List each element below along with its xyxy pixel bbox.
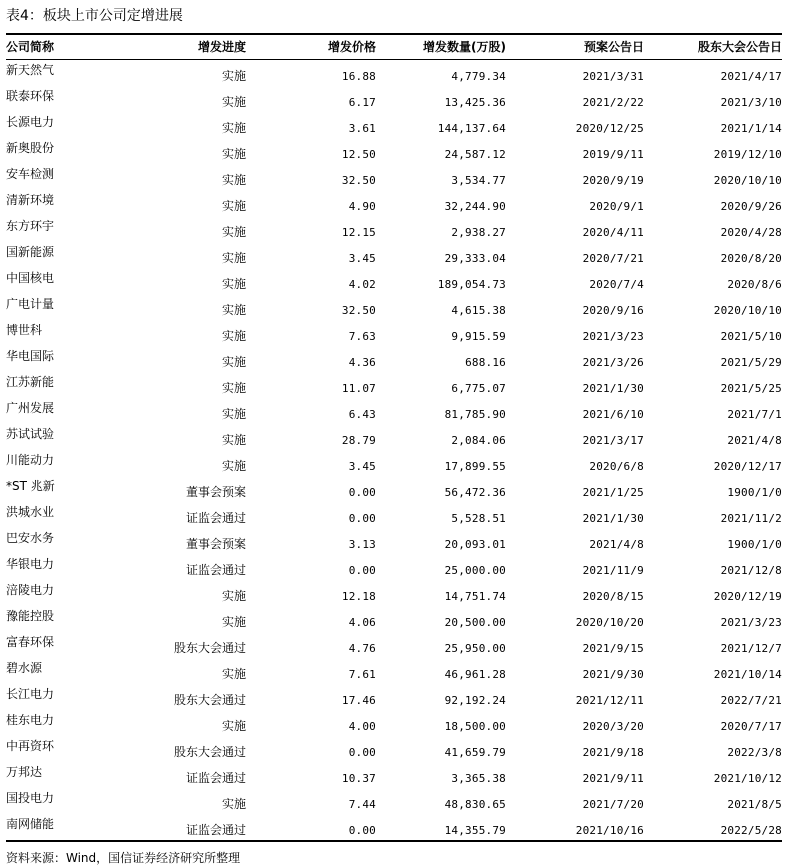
meeting-date-cell: 2021/12/8 [720, 564, 782, 577]
plan-date-cell: 2021/11/9 [582, 564, 644, 577]
plan-date-cell: 2021/2/22 [582, 96, 644, 109]
quantity-cell: 2,084.06 [451, 434, 506, 447]
table-row [6, 450, 782, 476]
table-row [6, 476, 782, 502]
quantity-cell: 41,659.79 [444, 746, 506, 759]
price-cell: 0.00 [348, 824, 376, 837]
quantity-cell: 18,500.00 [444, 720, 506, 733]
meeting-date-cell: 2021/11/2 [720, 512, 782, 525]
company-name-cell: 华电国际 [6, 349, 55, 363]
progress-cell: 股东大会通过 [173, 693, 246, 707]
quantity-cell: 56,472.36 [444, 486, 506, 499]
quantity-cell: 189,054.73 [437, 278, 506, 291]
table-row [6, 502, 782, 528]
quantity-cell: 9,915.59 [451, 330, 506, 343]
price-cell: 7.63 [348, 330, 376, 343]
progress-cell: 实施 [221, 277, 246, 291]
table-row [6, 216, 782, 242]
quantity-cell: 25,000.00 [444, 564, 506, 577]
plan-date-cell: 2021/7/20 [582, 798, 644, 811]
meeting-date-cell: 2021/3/23 [720, 616, 782, 629]
table-row [6, 554, 782, 580]
document [6, 0, 782, 868]
progress-cell: 董事会预案 [185, 537, 246, 551]
quantity-cell: 92,192.24 [444, 694, 506, 707]
meeting-date-cell: 2019/12/10 [713, 148, 782, 161]
company-name-cell: 碧水源 [6, 661, 43, 675]
progress-cell: 实施 [221, 433, 246, 447]
meeting-date-cell: 2021/7/1 [727, 408, 782, 421]
company-name-cell: 新奥股份 [6, 141, 55, 155]
meeting-date-cell: 2021/8/5 [727, 798, 782, 811]
quantity-cell: 3,534.77 [451, 174, 506, 187]
progress-cell: 股东大会通过 [173, 641, 246, 655]
progress-cell: 实施 [221, 381, 246, 395]
header-plan-date: 预案公告日 [583, 39, 644, 54]
plan-date-cell: 2021/9/15 [582, 642, 644, 655]
company-name-cell: 苏试试验 [6, 427, 55, 441]
progress-cell: 实施 [221, 173, 246, 187]
price-cell: 3.45 [348, 252, 376, 265]
meeting-date-cell: 2021/10/14 [713, 668, 782, 681]
quantity-cell: 32,244.90 [444, 200, 506, 213]
progress-cell: 实施 [221, 303, 246, 317]
quantity-cell: 6,775.07 [451, 382, 506, 395]
price-cell: 32.50 [341, 174, 376, 187]
company-name-cell: 华银电力 [6, 557, 55, 571]
price-cell: 6.43 [348, 408, 376, 421]
meeting-date-cell: 2020/4/28 [720, 226, 782, 239]
price-cell: 32.50 [341, 304, 376, 317]
company-name-cell: 江苏新能 [6, 375, 55, 389]
meeting-date-cell: 2020/12/17 [713, 460, 782, 473]
quantity-cell: 46,961.28 [444, 668, 506, 681]
price-cell: 4.76 [348, 642, 376, 655]
quantity-cell: 48,830.65 [444, 798, 506, 811]
company-name-cell: 中再资环 [6, 739, 55, 753]
quantity-cell: 14,355.79 [444, 824, 506, 837]
meeting-date-cell: 2022/7/21 [720, 694, 782, 707]
price-cell: 7.61 [348, 668, 376, 681]
header-company: 公司简称 [6, 39, 55, 54]
meeting-date-cell: 2020/12/19 [713, 590, 782, 603]
quantity-cell: 20,093.01 [444, 538, 506, 551]
price-cell: 6.17 [348, 96, 376, 109]
table-row [6, 320, 782, 346]
plan-date-cell: 2021/3/23 [582, 330, 644, 343]
quantity-cell: 24,587.12 [444, 148, 506, 161]
table-row [6, 606, 782, 632]
progress-cell: 证监会通过 [185, 823, 246, 837]
table-row [6, 632, 782, 658]
plan-date-cell: 2020/4/11 [582, 226, 644, 239]
price-cell: 12.50 [341, 148, 376, 161]
meeting-date-cell: 2020/8/20 [720, 252, 782, 265]
quantity-cell: 4,779.34 [451, 70, 506, 83]
meeting-date-cell: 2021/10/12 [713, 772, 782, 785]
table-row [6, 710, 782, 736]
table-row [6, 528, 782, 554]
progress-cell: 实施 [221, 667, 246, 681]
progress-cell: 证监会通过 [185, 511, 246, 525]
company-name-cell: 豫能控股 [6, 609, 55, 623]
progress-cell: 实施 [221, 797, 246, 811]
progress-cell: 实施 [221, 719, 246, 733]
price-cell: 4.02 [348, 278, 376, 291]
meeting-date-cell: 2020/9/26 [720, 200, 782, 213]
plan-date-cell: 2021/1/30 [582, 382, 644, 395]
company-name-cell: 国投电力 [6, 791, 55, 805]
plan-date-cell: 2021/3/26 [582, 356, 644, 369]
table-row [6, 268, 782, 294]
table-row [6, 684, 782, 710]
price-cell: 17.46 [341, 694, 376, 707]
plan-date-cell: 2020/3/20 [582, 720, 644, 733]
quantity-cell: 4,615.38 [451, 304, 506, 317]
price-cell: 3.13 [348, 538, 376, 551]
price-cell: 4.06 [348, 616, 376, 629]
quantity-cell: 2,938.27 [451, 226, 506, 239]
company-name-cell: 东方环宇 [6, 219, 55, 233]
price-cell: 0.00 [348, 486, 376, 499]
company-name-cell: 桂东电力 [6, 713, 55, 727]
price-cell: 10.37 [341, 772, 376, 785]
meeting-date-cell: 2020/7/17 [720, 720, 782, 733]
table-row [6, 86, 782, 112]
table-row [6, 424, 782, 450]
company-name-cell: 广州发展 [6, 401, 55, 415]
progress-cell: 实施 [221, 199, 246, 213]
plan-date-cell: 2020/9/19 [582, 174, 644, 187]
company-name-cell: 安车检测 [6, 167, 55, 181]
table-body [6, 60, 782, 842]
plan-date-cell: 2020/9/1 [589, 200, 644, 213]
price-cell: 0.00 [348, 564, 376, 577]
table-row [6, 294, 782, 320]
price-cell: 16.88 [341, 70, 376, 83]
meeting-date-cell: 2020/10/10 [713, 304, 782, 317]
plan-date-cell: 2020/9/16 [582, 304, 644, 317]
meeting-date-cell: 1900/1/0 [727, 538, 782, 551]
progress-cell: 证监会通过 [185, 563, 246, 577]
progress-cell: 证监会通过 [185, 771, 246, 785]
plan-date-cell: 2021/1/25 [582, 486, 644, 499]
company-name-cell: 巴安水务 [6, 531, 55, 545]
quantity-cell: 13,425.36 [444, 96, 506, 109]
price-cell: 11.07 [341, 382, 376, 395]
company-name-cell: 国新能源 [6, 245, 55, 259]
plan-date-cell: 2021/1/30 [582, 512, 644, 525]
progress-cell: 实施 [221, 329, 246, 343]
plan-date-cell: 2020/6/8 [589, 460, 644, 473]
meeting-date-cell: 2022/5/28 [720, 824, 782, 837]
progress-cell: 实施 [221, 589, 246, 603]
table-row [6, 736, 782, 762]
price-cell: 28.79 [341, 434, 376, 447]
table-row [6, 164, 782, 190]
company-name-cell: 新天然气 [6, 63, 55, 77]
company-name-cell: 长源电力 [6, 115, 55, 129]
price-cell: 7.44 [348, 798, 376, 811]
price-cell: 0.00 [348, 512, 376, 525]
company-name-cell: 洪城水业 [6, 505, 55, 519]
table-row [6, 580, 782, 606]
plan-date-cell: 2020/8/15 [582, 590, 644, 603]
company-name-cell: 富春环保 [6, 635, 55, 649]
source-note: 资料来源：Wind，国信证券经济研究所整理 [6, 851, 241, 865]
table-row [6, 60, 782, 87]
table-row [6, 346, 782, 372]
progress-cell: 实施 [221, 69, 246, 83]
table-row [6, 762, 782, 788]
meeting-date-cell: 2021/12/7 [720, 642, 782, 655]
quantity-cell: 3,365.38 [451, 772, 506, 785]
price-cell: 0.00 [348, 746, 376, 759]
quantity-cell: 688.16 [465, 356, 506, 369]
table-row [6, 138, 782, 164]
table-row [6, 398, 782, 424]
progress-cell: 实施 [221, 615, 246, 629]
header-meeting-date: 股东大会公告日 [697, 39, 782, 54]
table-row [6, 814, 782, 841]
plan-date-cell: 2020/10/20 [575, 616, 644, 629]
meeting-date-cell: 2021/5/10 [720, 330, 782, 343]
company-name-cell: 广电计量 [6, 297, 55, 311]
table-row [6, 788, 782, 814]
price-cell: 4.00 [348, 720, 376, 733]
quantity-cell: 29,333.04 [444, 252, 506, 265]
table-title: 表4：板块上市公司定增进展 [6, 8, 183, 24]
meeting-date-cell: 2021/1/14 [720, 122, 782, 135]
plan-date-cell: 2021/9/11 [582, 772, 644, 785]
meeting-date-cell: 1900/1/0 [727, 486, 782, 499]
progress-cell: 实施 [221, 459, 246, 473]
company-name-cell: 联泰环保 [6, 89, 55, 103]
header-quantity: 增发数量(万股) [423, 39, 506, 54]
plan-date-cell: 2021/9/18 [582, 746, 644, 759]
plan-date-cell: 2021/10/16 [575, 824, 644, 837]
table-row [6, 112, 782, 138]
company-name-cell: 清新环境 [6, 193, 55, 207]
quantity-cell: 20,500.00 [444, 616, 506, 629]
company-name-cell: 万邦达 [6, 765, 43, 779]
company-name-cell: 南网储能 [6, 817, 55, 831]
company-name-cell: 川能动力 [6, 453, 55, 467]
progress-cell: 董事会预案 [185, 485, 246, 499]
company-name-cell: 博世科 [6, 323, 43, 337]
price-cell: 12.15 [341, 226, 376, 239]
price-cell: 4.90 [348, 200, 376, 213]
meeting-date-cell: 2021/3/10 [720, 96, 782, 109]
price-cell: 4.36 [348, 356, 376, 369]
price-cell: 3.61 [348, 122, 376, 135]
quantity-cell: 5,528.51 [451, 512, 506, 525]
company-name-cell: 长江电力 [6, 687, 55, 701]
table-row [6, 242, 782, 268]
progress-cell: 实施 [221, 355, 246, 369]
quantity-cell: 25,950.00 [444, 642, 506, 655]
meeting-date-cell: 2021/5/29 [720, 356, 782, 369]
plan-date-cell: 2021/3/17 [582, 434, 644, 447]
table-row [6, 658, 782, 684]
plan-date-cell: 2020/7/4 [589, 278, 644, 291]
plan-date-cell: 2021/3/31 [582, 70, 644, 83]
price-cell: 3.45 [348, 460, 376, 473]
meeting-date-cell: 2020/10/10 [713, 174, 782, 187]
table-header-row [6, 35, 782, 60]
progress-cell: 实施 [221, 121, 246, 135]
meeting-date-cell: 2021/4/8 [727, 434, 782, 447]
company-name-cell: *ST 兆新 [6, 479, 55, 493]
quantity-cell: 14,751.74 [444, 590, 506, 603]
plan-date-cell: 2019/9/11 [582, 148, 644, 161]
quantity-cell: 144,137.64 [437, 122, 506, 135]
plan-date-cell: 2021/4/8 [589, 538, 644, 551]
meeting-date-cell: 2021/5/25 [720, 382, 782, 395]
table-row [6, 372, 782, 398]
plan-date-cell: 2020/7/21 [582, 252, 644, 265]
meeting-date-cell: 2021/4/17 [720, 70, 782, 83]
table-row [6, 190, 782, 216]
meeting-date-cell: 2022/3/8 [727, 746, 782, 759]
quantity-cell: 81,785.90 [444, 408, 506, 421]
placement-progress-table [6, 35, 782, 842]
progress-cell: 股东大会通过 [173, 745, 246, 759]
progress-cell: 实施 [221, 251, 246, 265]
company-name-cell: 中国核电 [6, 271, 55, 285]
header-progress: 增发进度 [197, 39, 246, 54]
progress-cell: 实施 [221, 147, 246, 161]
header-price: 增发价格 [327, 39, 376, 54]
plan-date-cell: 2021/9/30 [582, 668, 644, 681]
company-name-cell: 涪陵电力 [6, 583, 55, 597]
progress-cell: 实施 [221, 407, 246, 421]
price-cell: 12.18 [341, 590, 376, 603]
plan-date-cell: 2021/12/11 [575, 694, 644, 707]
meeting-date-cell: 2020/8/6 [727, 278, 782, 291]
progress-cell: 实施 [221, 225, 246, 239]
plan-date-cell: 2020/12/25 [575, 122, 644, 135]
plan-date-cell: 2021/6/10 [582, 408, 644, 421]
progress-cell: 实施 [221, 95, 246, 109]
quantity-cell: 17,899.55 [444, 460, 506, 473]
